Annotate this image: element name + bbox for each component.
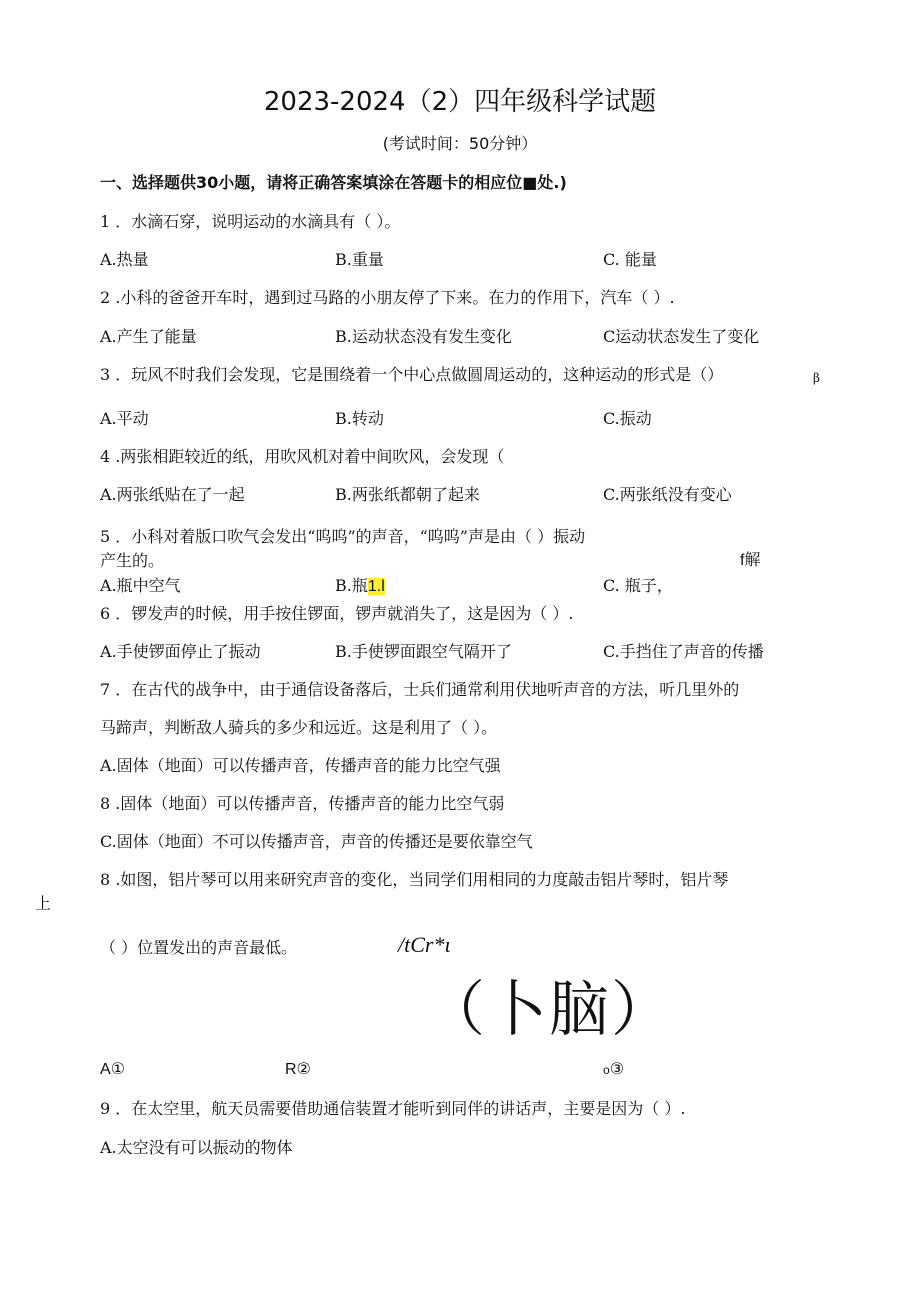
question-6-option-c: C.手挡住了声音的传播 <box>603 642 764 661</box>
question-2-option-b: B.运动状态没有发生变化 <box>335 327 512 346</box>
question-6-option-a: A.手使锣面停止了振动 <box>100 642 261 661</box>
question-5-option-b <box>335 578 385 595</box>
question-8-option-b: R② <box>285 1061 311 1078</box>
question-7-option-a: A.固体（地面）可以传播声音，传播声音的能力比空气强 <box>100 756 501 775</box>
question-7-stem-cont: 马蹄声，判断敌人骑兵的多少和远近。这是利用了（ ）。 <box>100 718 498 737</box>
page-title: 2023-2024（2）四年级科学试题 <box>263 87 657 117</box>
question-1-stem: 1 ．水滴石穿，说明运动的水滴具有（ ）。 <box>100 212 401 231</box>
question-8-stem-cont: （ ）位置发出的声音最低。 <box>100 938 298 957</box>
question-4-option-c: C.两张纸没有变心 <box>603 485 732 504</box>
highlight-mark: 1.l <box>367 578 385 595</box>
question-2-option-a: A.产生了能量 <box>100 327 197 346</box>
question-5-option-a: A.瓶中空气 <box>100 576 181 595</box>
question-8-stem: 8 .如图，铝片琴可以用来研究声音的变化，当同学们用相同的力度敲击铝片琴时，铝片琴 <box>100 870 729 889</box>
question-9-stem: 9 ．在太空里，航天员需要借助通信装置才能听到同伴的讲话声，主要是因为（ ）. <box>100 1099 686 1118</box>
question-7-option-b: 8 .固体（地面）可以传播声音，传播声音的能力比空气弱 <box>100 794 505 813</box>
question-2-stem: 2 .小科的爸爸开车时，遇到过马路的小朋友停了下来。在力的作用下，汽车（ ）. <box>100 288 675 307</box>
question-7-stem: 7 ．在古代的战争中，由于通信设备落后，士兵们通常利用伏地听声音的方法，听几里外的 <box>100 680 740 699</box>
question-1-option-c: C. 能量 <box>603 250 657 269</box>
question-4-option-b: B.两张纸都朝了起来 <box>335 485 480 504</box>
question-3-tail-mark: β <box>813 371 820 385</box>
figure-caption-large: （卜脑） <box>425 975 673 1045</box>
question-5-option-b-text: B.瓶 <box>335 576 368 595</box>
question-8-option-c-text: ③ <box>609 1061 625 1078</box>
question-8-option-c <box>603 1062 624 1078</box>
question-9-option-a: A.太空没有可以振动的物体 <box>100 1138 293 1157</box>
question-8-option-c-prefix: o <box>603 1063 610 1077</box>
question-5-stem-cont: 产生的。 <box>100 551 165 570</box>
question-6-stem: 6 ．锣发声的时候，用手按住锣面，锣声就消失了，这是因为（ ）. <box>100 604 574 623</box>
question-8-stem-tail: 上 <box>35 894 52 913</box>
question-4-option-a: A.两张纸贴在了一起 <box>100 485 245 504</box>
question-8-option-a: A① <box>100 1061 126 1078</box>
question-7-option-c: C.固体（地面）不可以传播声音，声音的传播还是要依靠空气 <box>100 832 533 851</box>
figure-label: /tCr*ι <box>398 932 451 957</box>
question-3-option-b: B.转动 <box>335 409 384 428</box>
question-5-option-c: C. 瓶子， <box>603 576 673 595</box>
question-3-option-c: C.振动 <box>603 409 652 428</box>
question-5-stem: 5 ．小科对着版口吹气会发出“呜呜”的声音，“呜呜”声是由（ ）振动 <box>100 527 586 546</box>
section-heading: 一、选择题供30小题，请将正确答案填涂在答题卡的相应位■处.) <box>100 173 567 192</box>
question-3-option-a: A.平动 <box>100 409 149 428</box>
question-4-stem: 4 .两张相距较近的纸，用吹风机对着中间吹风，会发现（ <box>100 447 505 466</box>
question-1-option-b: B.重量 <box>335 250 384 269</box>
exam-duration: (考试时间：50分钟） <box>382 134 538 153</box>
question-1-option-a: A.热量 <box>100 250 149 269</box>
question-2-option-c: C运动状态发生了变化 <box>603 327 760 346</box>
question-3-stem: 3 ．玩风不时我们会发现，它是围绕着一个中心点做圆周运动的，这种运动的形式是（） <box>100 365 724 384</box>
question-6-option-b: B.手使锣面跟空气隔开了 <box>335 642 512 661</box>
question-5-side-note: f解 <box>740 552 761 569</box>
